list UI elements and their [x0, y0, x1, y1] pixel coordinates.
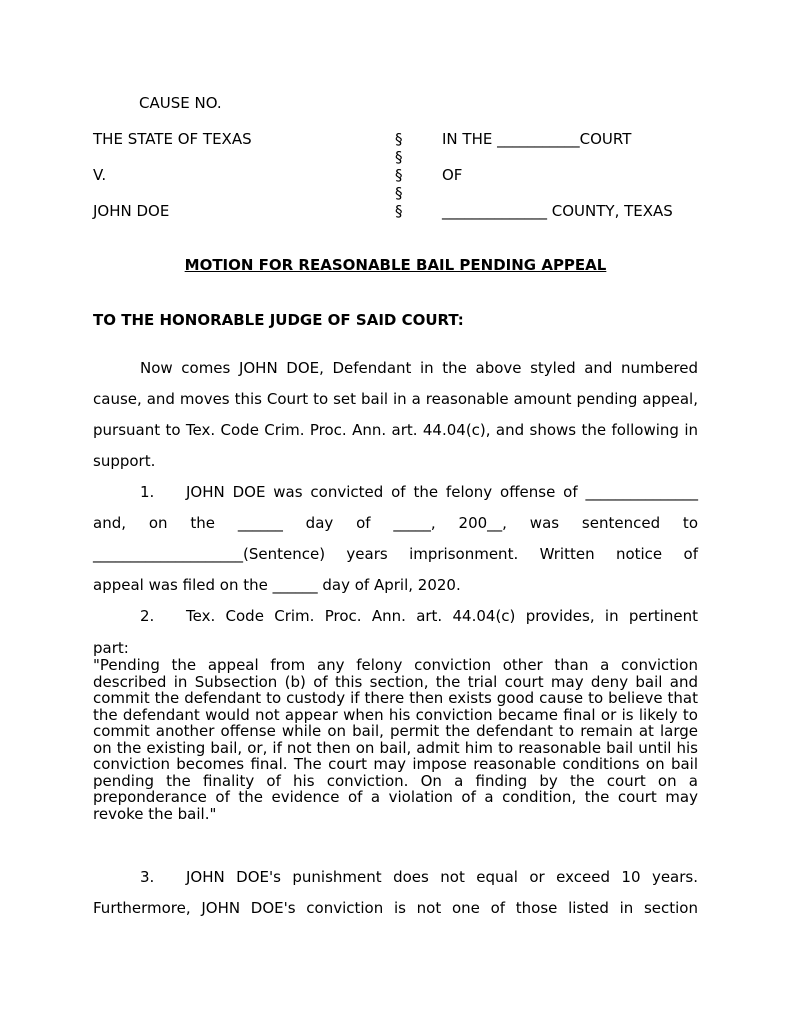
section-mark: § — [395, 184, 403, 202]
paragraph-3-line — [93, 862, 698, 893]
paragraph-1-line: and, on the ______ day of _____, 200__, was sentenced to — [93, 514, 698, 532]
paragraph-1-line: ____________________(Sentence) years imprisonment. Written notice of — [93, 545, 698, 563]
paragraph-2 — [93, 601, 698, 632]
caption-versus: V. — [93, 166, 107, 184]
cause-number: CAUSE NO. — [139, 94, 222, 112]
caption-of: OF — [442, 166, 463, 184]
statute-quote-text: "Pending the appeal from any felony conviction other than a conviction described in Subsection (b) of this section, the trial court may deny bail and commit the defendant to custody if there then exists good cause to believe that the defendant would not appear when his conviction became final or is likely to commit another offense while on bail, permit the defendant to remain at large on the existing bail, or, if not then on bail, admit him to reasonable bail until his conviction becomes final. The court may impose reasonable conditions on bail pending the finality of his conviction. On a finding by the court on a preponderance of the evidence of a violation of a condition, the court may revoke the bail." — [93, 656, 698, 823]
section-mark: § — [395, 130, 403, 148]
paragraph-3 — [93, 862, 698, 924]
paragraph-2-text: Tex. Code Crim. Proc. Ann. art. 44.04(c) provides, in pertinent — [186, 607, 698, 625]
paragraph-2-line — [93, 601, 698, 632]
caption-court: IN THE ___________COURT — [442, 130, 632, 148]
salutation: TO THE HONORABLE JUDGE OF SAID COURT: — [93, 311, 464, 329]
caption-county: ______________ COUNTY, TEXAS — [442, 202, 673, 220]
section-mark: § — [395, 202, 403, 220]
caption-plaintiff: THE STATE OF TEXAS — [93, 130, 252, 148]
paragraph-1-line: appeal was filed on the ______ day of April, 2020. — [93, 576, 461, 594]
paragraph-2-continuation: part: — [93, 639, 129, 657]
paragraph-3-text: JOHN DOE's punishment does not equal or exceed 10 years. — [186, 868, 698, 886]
paragraph-number: 2. — [140, 607, 155, 625]
intro-paragraph — [93, 353, 698, 477]
paragraph-3-line: Furthermore, JOHN DOE's conviction is not one of those listed in section — [93, 899, 698, 917]
paragraph-1-line — [93, 477, 698, 508]
paragraph-number: 1. — [140, 483, 155, 501]
document-title: MOTION FOR REASONABLE BAIL PENDING APPEAL — [184, 256, 607, 274]
intro-text: Now comes JOHN DOE, Defendant in the above styled and numbered cause, and moves this Court to set bail in a reasonable amount pending appeal, pursuant to Tex. Code Crim. Proc. Ann. art. 44.04(c), and shows the following in support. — [93, 359, 698, 470]
statute-quote — [93, 657, 698, 822]
paragraph-1-text: JOHN DOE was convicted of the felony offense of _______________ — [186, 483, 698, 501]
section-mark: § — [395, 166, 403, 184]
paragraph-number: 3. — [140, 868, 155, 886]
paragraph-1 — [93, 477, 698, 601]
caption-defendant: JOHN DOE — [93, 202, 170, 220]
section-mark: § — [395, 148, 403, 166]
